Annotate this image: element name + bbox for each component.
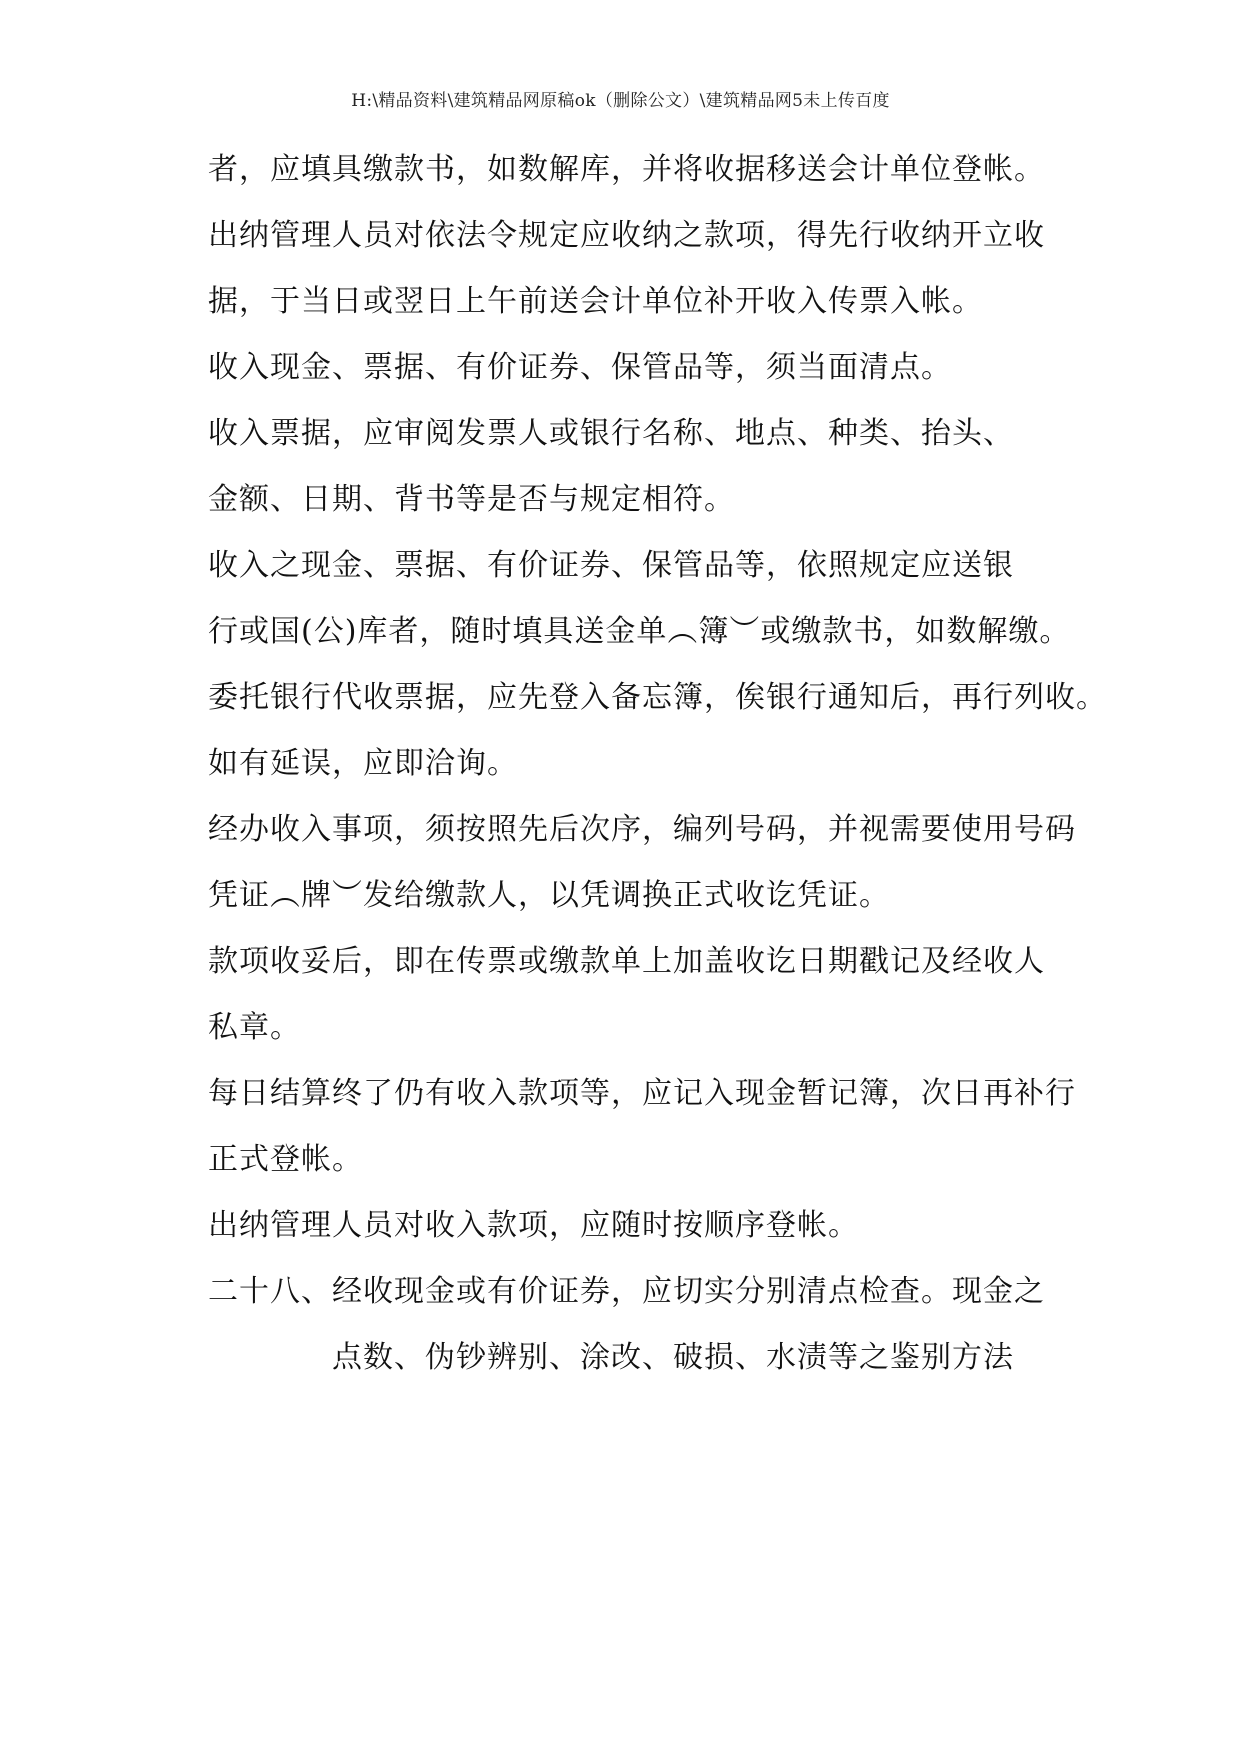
text-line: 金额、日期、背书等是否与规定相符。 xyxy=(208,482,735,517)
text-line: 凭证︵牌︶发给缴款人，以凭调换正式收讫凭证。 xyxy=(208,878,890,913)
section-28-heading: 二十八、经收现金或有价证券，应切实分别清点检查。现金之 xyxy=(208,1274,1045,1309)
text-line: 经办收入事项，须按照先后次序，编列号码，并视需要使用号码 xyxy=(208,812,1076,847)
document-header-path: H:\精品资料\建筑精品网原稿ok（删除公文）\建筑精品网5未上传百度 xyxy=(351,91,890,111)
text-line: 款项收妥后，即在传票或缴款单上加盖收讫日期戳记及经收人 xyxy=(208,944,1045,979)
text-line: 行或国(公)库者，随时填具送金单︵簿︶或缴款书，如数解缴。 xyxy=(208,614,1071,649)
text-line: 者，应填具缴款书，如数解库，并将收据移送会计单位登帐。 xyxy=(208,152,1045,187)
text-line: 收入之现金、票据、有价证券、保管品等，依照规定应送银 xyxy=(208,548,1014,583)
text-line: 每日结算终了仍有收入款项等，应记入现金暂记簿，次日再补行 xyxy=(208,1076,1076,1111)
text-line: 收入现金、票据、有价证券、保管品等，须当面清点。 xyxy=(208,350,952,385)
text-line: 私章。 xyxy=(208,1010,301,1045)
text-line: 委托银行代收票据，应先登入备忘簿，俟银行通知后，再行列收。 xyxy=(208,680,1107,715)
text-line: 出纳管理人员对收入款项，应随时按顺序登帐。 xyxy=(208,1208,859,1243)
text-line: 据，于当日或翌日上午前送会计单位补开收入传票入帐。 xyxy=(208,284,983,319)
text-line: 正式登帐。 xyxy=(208,1142,363,1177)
text-line: 收入票据，应审阅发票人或银行名称、地点、种类、抬头、 xyxy=(208,416,1014,451)
text-line: 点数、伪钞辨别、涂改、破损、水渍等之鉴别方法 xyxy=(332,1340,1014,1375)
text-line: 出纳管理人员对依法令规定应收纳之款项，得先行收纳开立收 xyxy=(208,218,1045,253)
text-line: 如有延误，应即洽询。 xyxy=(208,746,518,781)
